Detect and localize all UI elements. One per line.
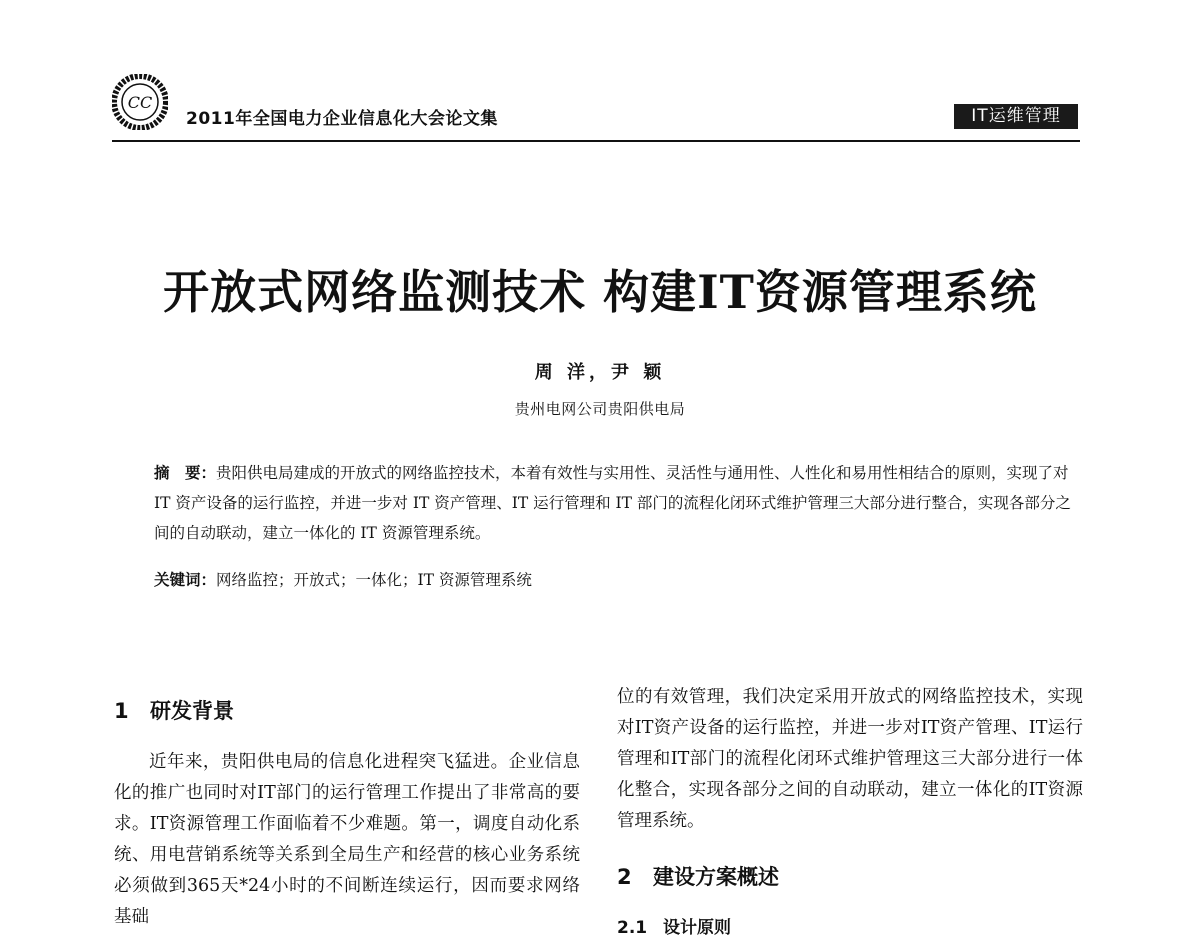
paper-authors: 周 洋，尹 颖 xyxy=(534,362,666,383)
section-1-paragraph: 近年来，贵阳供电局的信息化进程突飞猛进。企业信息化的推广也同时对IT部门的运行管理工作提出了非常高的要求。IT资源管理工作面临着不少难题。第一，调度自动化系统、用电营销系统等关系到全局生产和经营的核心业务系统必须做到365天*24小时的不间断连续运行，因而要求网络基础 xyxy=(114,752,580,927)
journal-title: 2011年全国电力企业信息化大会论文集 xyxy=(186,109,498,129)
paper-title: 开放式网络监测技术 构建IT资源管理系统 xyxy=(163,265,1037,319)
conference-logo xyxy=(112,74,168,130)
section-2-number: 2 xyxy=(617,865,632,889)
right-column xyxy=(617,682,1083,938)
left-column xyxy=(114,695,580,933)
section-2-1-number: 2.1 xyxy=(617,918,648,938)
section-2-1-title: 设计原则 xyxy=(663,918,731,938)
keywords xyxy=(154,565,1084,595)
section-1-heading xyxy=(114,695,580,725)
keywords-label: 关键词： xyxy=(154,571,217,589)
abstract-text: 贵阳供电局建成的开放式的网络监控技术，本着有效性与实用性、灵活性与通用性、人性化和易用性相结合的原则，实现了对 IT 资产设备的运行监控，并进一步对 IT 资产管理、IT 运行管理和 IT 部门的流程化闭环式维护管理三大部分进行整合，实现各部分之间的自动联动，建立一体化的 IT 资源管理系统。 xyxy=(154,464,1071,542)
conference-logo-icon xyxy=(112,74,168,130)
abstract-label: 摘 要： xyxy=(154,464,217,482)
section-1-title: 研发背景 xyxy=(150,699,234,723)
section-1-number: 1 xyxy=(114,699,129,723)
section-2-heading xyxy=(617,861,1083,891)
logo-text: CC xyxy=(127,93,153,112)
keywords-text: 网络监控；开放式；一体化；IT 资源管理系统 xyxy=(216,571,532,589)
abstract xyxy=(154,458,1084,548)
paper-affiliation: 贵州电网公司贵阳供电局 xyxy=(514,400,686,418)
header-divider xyxy=(112,140,1080,142)
section-badge: IT运维管理 xyxy=(954,104,1078,129)
section-2-1-heading xyxy=(617,913,1083,938)
section-2-title: 建设方案概述 xyxy=(653,865,779,889)
continuation-paragraph: 位的有效管理，我们决定采用开放式的网络监控技术，实现对IT资产设备的运行监控，并进一步对IT资产管理、IT运行管理和IT部门的流程化闭环式维护管理这三大部分进行一体化整合，实现各部分之间的自动联动，建立一体化的IT资源管理系统。 xyxy=(617,687,1083,831)
